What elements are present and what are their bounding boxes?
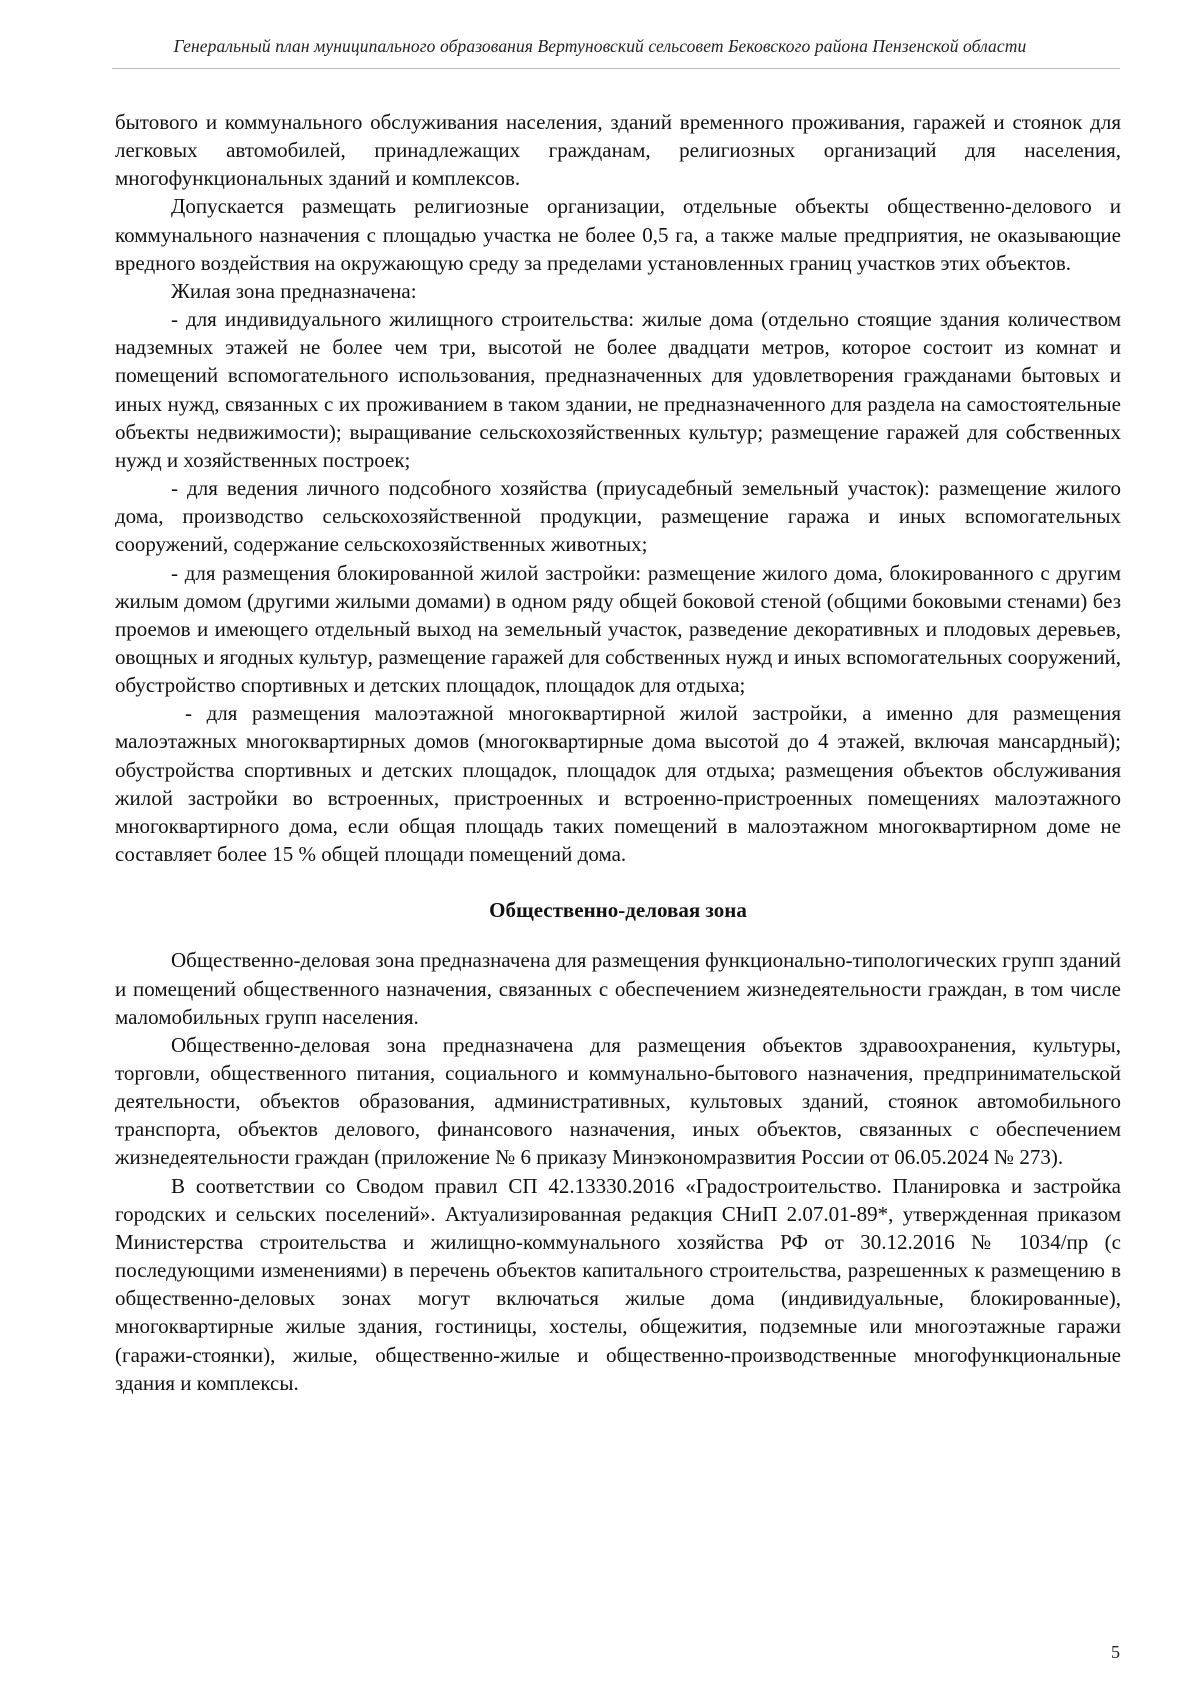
paragraph-public-zone-objects: Общественно-деловая зона предназначена для размещения объектов здравоохранения, культуры, торговли, общественного питания, социального и коммунально-бытового назначения, предпринимательской деятельности, объектов образования, административных, культовых зданий, стоянок автомобильного транспорта, объектов делового, финансового назначения, иных объектов, связанных с обеспечением жизнедеятельности граждан (приложение № 6 приказу Минэкономразвития России от 06.05.2024 № 273). xyxy=(115,1032,1121,1170)
list-item-low-rise-apartments: - для размещения малоэтажной многоквартирной жилой застройки, а именно для размещения малоэтажных многоквартирных домов (многоквартирные дома высотой до 4 этажей, включая мансардный); обустройства спортивных и детских площадок, площадок для отдыха; размещения объектов обслуживания жилой застройки во встроенных, пристроенных и встроенно-пристроенных помещениях малоэтажного многоквартирного дома, если общая площадь таких помещений в малоэтажном многоквартирном доме не составляет более 15 % общей площади помещений дома. xyxy=(115,701,1121,867)
section-heading: Общественно-деловая зона xyxy=(489,898,747,923)
paragraph-residential-zone-intro: Жилая зона предназначена: xyxy=(171,278,417,303)
page-number: 5 xyxy=(1111,1642,1120,1662)
running-header: Генеральный план муниципального образования Вертуновский сельсовет Бековского района Пензенской области xyxy=(173,36,1027,56)
header-divider xyxy=(112,68,1120,69)
paragraph-public-zone-purpose: Общественно-деловая зона предназначена для размещения функционально-типологических групп зданий и помещений общественного назначения, связанных с обеспечением жизнедеятельности граждан, в том числе маломобильных групп населения. xyxy=(115,948,1121,1029)
document-body xyxy=(115,108,1121,1397)
paragraph-permitted-objects: Допускается размещать религиозные организации, отдельные объекты общественно-делового и коммунального назначения с площадью участка не более 0,5 га, а также малые предприятия, не оказывающие вредного воздействия на окружающую среду за пределами установленных границ участков этих объектов. xyxy=(115,194,1121,275)
list-item-personal-farming: - для ведения личного подсобного хозяйства (приусадебный земельный участок): размещение жилого дома, производство сельскохозяйственной продукции, размещение гаража и иных вспомогательных сооружений, содержание сельскохозяйственных животных; xyxy=(115,476,1121,557)
paragraph-continuation: бытового и коммунального обслуживания населения, зданий временного проживания, гаражей и стоянок для легковых автомобилей, принадлежащих гражданам, религиозных организаций для населения, многофункциональных зданий и комплексов. xyxy=(115,110,1121,191)
list-item-individual-housing: - для индивидуального жилищного строительства: жилые дома (отдельно стоящие здания количеством надземных этажей не более чем три, высотой не более двадцати метров, которое состоит из комнат и помещений вспомогательного использования, предназначенных для удовлетворения гражданами бытовых и иных нужд, связанных с их проживанием в таком здании, не предназначенного для раздела на самостоятельные объекты недвижимости); выращивание сельскохозяйственных культур; размещение гаражей для собственных нужд и хозяйственных построек; xyxy=(115,307,1121,472)
paragraph-building-code: В соответствии со Сводом правил СП 42.13330.2016 «Градостроительство. Планировка и застройка городских и сельских поселений». Актуализированная редакция СНиП 2.07.01-89*, утвержденная приказом Министерства строительства и жилищно-коммунального хозяйства РФ от 30.12.2016 № 1034/пр (с последующими изменениями) в перечень объектов капитального строительства, разрешенных к размещению в общественно-деловых зонах могут включаться жилые дома (индивидуальные, блокированные), многоквартирные жилые здания, гостиницы, хостелы, общежития, подземные или многоэтажные гаражи (гаражи-стоянки), жилые, общественно-жилые и общественно-производственные многофункциональные здания и комплексы. xyxy=(115,1173,1121,1395)
list-item-blocked-housing: - для размещения блокированной жилой застройки: размещение жилого дома, блокированного с другим жилым домом (другими жилыми домами) в одном ряду общей боковой стеной (общими боковыми стенами) без проемов и имеющего отдельный выход на земельный участок, разведение декоративных и плодовых деревьев, овощных и ягодных культур, размещение гаражей для собственных нужд и иных вспомогательных сооружений, обустройство спортивных и детских площадок, площадок для отдыха; xyxy=(115,560,1121,698)
